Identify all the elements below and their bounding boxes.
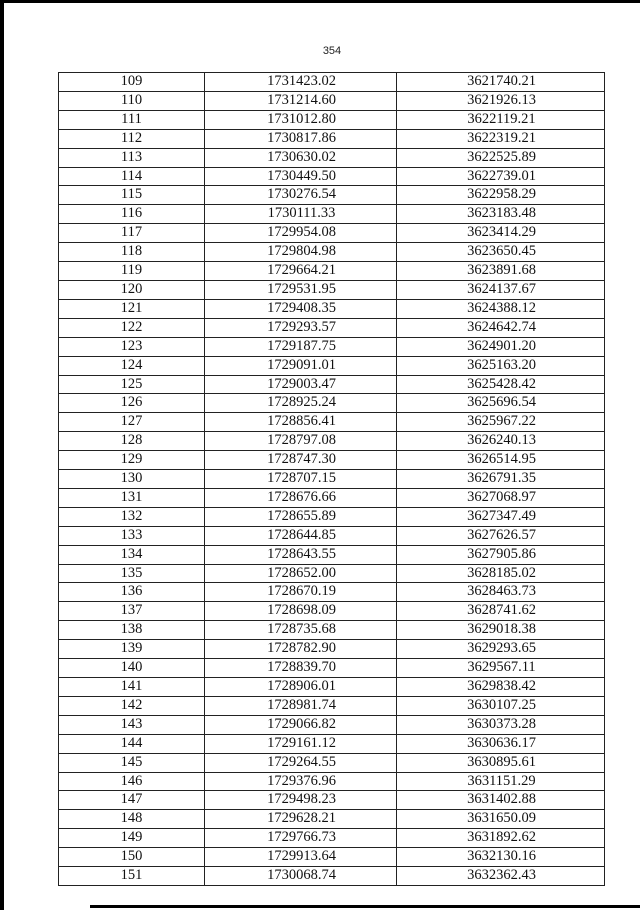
y-coordinate-cell: 3624901.20 bbox=[397, 337, 605, 356]
point-number-cell: 140 bbox=[59, 659, 205, 678]
y-coordinate-cell: 3622525.89 bbox=[397, 148, 605, 167]
table-row bbox=[59, 413, 605, 432]
x-coordinate-cell: 1729628.21 bbox=[205, 810, 397, 829]
y-coordinate-cell: 3622739.01 bbox=[397, 167, 605, 186]
y-coordinate-cell: 3632362.43 bbox=[397, 867, 605, 886]
y-coordinate-cell: 3631151.29 bbox=[397, 772, 605, 791]
table-row bbox=[59, 678, 605, 697]
table-row bbox=[59, 659, 605, 678]
table-row bbox=[59, 451, 605, 470]
point-number-cell: 117 bbox=[59, 224, 205, 243]
table-row bbox=[59, 848, 605, 867]
y-coordinate-cell: 3631892.62 bbox=[397, 829, 605, 848]
point-number-cell: 120 bbox=[59, 280, 205, 299]
y-coordinate-cell: 3624388.12 bbox=[397, 299, 605, 318]
point-number-cell: 128 bbox=[59, 432, 205, 451]
x-coordinate-cell: 1728644.85 bbox=[205, 526, 397, 545]
point-number-cell: 111 bbox=[59, 110, 205, 129]
x-coordinate-cell: 1729531.95 bbox=[205, 280, 397, 299]
y-coordinate-cell: 3622319.21 bbox=[397, 129, 605, 148]
point-number-cell: 151 bbox=[59, 867, 205, 886]
page-number: 354 bbox=[322, 45, 342, 57]
y-coordinate-cell: 3621740.21 bbox=[397, 73, 605, 92]
x-coordinate-cell: 1729954.08 bbox=[205, 224, 397, 243]
y-coordinate-cell: 3628463.73 bbox=[397, 583, 605, 602]
coordinates-table-body bbox=[59, 73, 605, 886]
x-coordinate-cell: 1730276.54 bbox=[205, 186, 397, 205]
table-row bbox=[59, 375, 605, 394]
x-coordinate-cell: 1729066.82 bbox=[205, 715, 397, 734]
point-number-cell: 119 bbox=[59, 262, 205, 281]
table-row bbox=[59, 280, 605, 299]
point-number-cell: 147 bbox=[59, 791, 205, 810]
x-coordinate-cell: 1728782.90 bbox=[205, 640, 397, 659]
point-number-cell: 109 bbox=[59, 73, 205, 92]
table-row bbox=[59, 205, 605, 224]
y-coordinate-cell: 3626240.13 bbox=[397, 432, 605, 451]
table-row bbox=[59, 507, 605, 526]
table-row bbox=[59, 470, 605, 489]
y-coordinate-cell: 3627347.49 bbox=[397, 507, 605, 526]
point-number-cell: 142 bbox=[59, 696, 205, 715]
y-coordinate-cell: 3627905.86 bbox=[397, 545, 605, 564]
point-number-cell: 138 bbox=[59, 621, 205, 640]
table-row bbox=[59, 545, 605, 564]
x-coordinate-cell: 1731423.02 bbox=[205, 73, 397, 92]
point-number-cell: 122 bbox=[59, 318, 205, 337]
y-coordinate-cell: 3629838.42 bbox=[397, 678, 605, 697]
x-coordinate-cell: 1728906.01 bbox=[205, 678, 397, 697]
point-number-cell: 135 bbox=[59, 564, 205, 583]
table-row bbox=[59, 110, 605, 129]
table-row bbox=[59, 488, 605, 507]
point-number-cell: 112 bbox=[59, 129, 205, 148]
table-row bbox=[59, 734, 605, 753]
point-number-cell: 134 bbox=[59, 545, 205, 564]
x-coordinate-cell: 1730630.02 bbox=[205, 148, 397, 167]
point-number-cell: 126 bbox=[59, 394, 205, 413]
y-coordinate-cell: 3630373.28 bbox=[397, 715, 605, 734]
table-row bbox=[59, 394, 605, 413]
table-row bbox=[59, 337, 605, 356]
y-coordinate-cell: 3625696.54 bbox=[397, 394, 605, 413]
y-coordinate-cell: 3621926.13 bbox=[397, 91, 605, 110]
x-coordinate-cell: 1728652.00 bbox=[205, 564, 397, 583]
x-coordinate-cell: 1729091.01 bbox=[205, 356, 397, 375]
point-number-cell: 110 bbox=[59, 91, 205, 110]
point-number-cell: 136 bbox=[59, 583, 205, 602]
y-coordinate-cell: 3626791.35 bbox=[397, 470, 605, 489]
point-number-cell: 113 bbox=[59, 148, 205, 167]
point-number-cell: 116 bbox=[59, 205, 205, 224]
point-number-cell: 144 bbox=[59, 734, 205, 753]
point-number-cell: 143 bbox=[59, 715, 205, 734]
y-coordinate-cell: 3622119.21 bbox=[397, 110, 605, 129]
table-row bbox=[59, 243, 605, 262]
x-coordinate-cell: 1728655.89 bbox=[205, 507, 397, 526]
point-number-cell: 139 bbox=[59, 640, 205, 659]
table-row bbox=[59, 715, 605, 734]
y-coordinate-cell: 3626514.95 bbox=[397, 451, 605, 470]
coordinates-table bbox=[58, 72, 605, 886]
scan-border-left bbox=[0, 0, 4, 910]
x-coordinate-cell: 1731214.60 bbox=[205, 91, 397, 110]
x-coordinate-cell: 1729003.47 bbox=[205, 375, 397, 394]
table-row bbox=[59, 772, 605, 791]
x-coordinate-cell: 1728670.19 bbox=[205, 583, 397, 602]
x-coordinate-cell: 1729161.12 bbox=[205, 734, 397, 753]
point-number-cell: 121 bbox=[59, 299, 205, 318]
table-row bbox=[59, 148, 605, 167]
x-coordinate-cell: 1729766.73 bbox=[205, 829, 397, 848]
y-coordinate-cell: 3632130.16 bbox=[397, 848, 605, 867]
x-coordinate-cell: 1728797.08 bbox=[205, 432, 397, 451]
y-coordinate-cell: 3628185.02 bbox=[397, 564, 605, 583]
y-coordinate-cell: 3631402.88 bbox=[397, 791, 605, 810]
x-coordinate-cell: 1728707.15 bbox=[205, 470, 397, 489]
y-coordinate-cell: 3624642.74 bbox=[397, 318, 605, 337]
scan-border-top bbox=[0, 0, 640, 3]
table-row bbox=[59, 167, 605, 186]
y-coordinate-cell: 3628741.62 bbox=[397, 602, 605, 621]
x-coordinate-cell: 1728643.55 bbox=[205, 545, 397, 564]
y-coordinate-cell: 3627068.97 bbox=[397, 488, 605, 507]
y-coordinate-cell: 3623183.48 bbox=[397, 205, 605, 224]
table-row bbox=[59, 867, 605, 886]
coordinates-table-container bbox=[58, 72, 604, 886]
table-row bbox=[59, 829, 605, 848]
x-coordinate-cell: 1729913.64 bbox=[205, 848, 397, 867]
x-coordinate-cell: 1729498.23 bbox=[205, 791, 397, 810]
scan-border-bottom bbox=[90, 905, 640, 908]
point-number-cell: 114 bbox=[59, 167, 205, 186]
x-coordinate-cell: 1730111.33 bbox=[205, 205, 397, 224]
y-coordinate-cell: 3629018.38 bbox=[397, 621, 605, 640]
x-coordinate-cell: 1728839.70 bbox=[205, 659, 397, 678]
y-coordinate-cell: 3630107.25 bbox=[397, 696, 605, 715]
point-number-cell: 132 bbox=[59, 507, 205, 526]
y-coordinate-cell: 3623891.68 bbox=[397, 262, 605, 281]
point-number-cell: 146 bbox=[59, 772, 205, 791]
point-number-cell: 145 bbox=[59, 753, 205, 772]
y-coordinate-cell: 3629567.11 bbox=[397, 659, 605, 678]
point-number-cell: 150 bbox=[59, 848, 205, 867]
table-row bbox=[59, 583, 605, 602]
point-number-cell: 148 bbox=[59, 810, 205, 829]
y-coordinate-cell: 3623650.45 bbox=[397, 243, 605, 262]
table-row bbox=[59, 753, 605, 772]
table-row bbox=[59, 262, 605, 281]
y-coordinate-cell: 3624137.67 bbox=[397, 280, 605, 299]
table-row bbox=[59, 318, 605, 337]
y-coordinate-cell: 3629293.65 bbox=[397, 640, 605, 659]
table-row bbox=[59, 791, 605, 810]
point-number-cell: 127 bbox=[59, 413, 205, 432]
y-coordinate-cell: 3630895.61 bbox=[397, 753, 605, 772]
point-number-cell: 129 bbox=[59, 451, 205, 470]
point-number-cell: 149 bbox=[59, 829, 205, 848]
table-row bbox=[59, 696, 605, 715]
table-row bbox=[59, 526, 605, 545]
point-number-cell: 133 bbox=[59, 526, 205, 545]
x-coordinate-cell: 1729376.96 bbox=[205, 772, 397, 791]
x-coordinate-cell: 1729804.98 bbox=[205, 243, 397, 262]
table-row bbox=[59, 810, 605, 829]
table-row bbox=[59, 186, 605, 205]
x-coordinate-cell: 1730817.86 bbox=[205, 129, 397, 148]
table-row bbox=[59, 299, 605, 318]
x-coordinate-cell: 1730068.74 bbox=[205, 867, 397, 886]
y-coordinate-cell: 3625967.22 bbox=[397, 413, 605, 432]
point-number-cell: 137 bbox=[59, 602, 205, 621]
y-coordinate-cell: 3625428.42 bbox=[397, 375, 605, 394]
y-coordinate-cell: 3631650.09 bbox=[397, 810, 605, 829]
point-number-cell: 141 bbox=[59, 678, 205, 697]
point-number-cell: 123 bbox=[59, 337, 205, 356]
y-coordinate-cell: 3625163.20 bbox=[397, 356, 605, 375]
x-coordinate-cell: 1729408.35 bbox=[205, 299, 397, 318]
x-coordinate-cell: 1729187.75 bbox=[205, 337, 397, 356]
x-coordinate-cell: 1728698.09 bbox=[205, 602, 397, 621]
point-number-cell: 130 bbox=[59, 470, 205, 489]
table-row bbox=[59, 640, 605, 659]
y-coordinate-cell: 3630636.17 bbox=[397, 734, 605, 753]
y-coordinate-cell: 3627626.57 bbox=[397, 526, 605, 545]
point-number-cell: 115 bbox=[59, 186, 205, 205]
x-coordinate-cell: 1731012.80 bbox=[205, 110, 397, 129]
table-row bbox=[59, 224, 605, 243]
table-row bbox=[59, 129, 605, 148]
point-number-cell: 118 bbox=[59, 243, 205, 262]
table-row bbox=[59, 602, 605, 621]
x-coordinate-cell: 1728981.74 bbox=[205, 696, 397, 715]
x-coordinate-cell: 1728676.66 bbox=[205, 488, 397, 507]
x-coordinate-cell: 1728747.30 bbox=[205, 451, 397, 470]
point-number-cell: 131 bbox=[59, 488, 205, 507]
table-row bbox=[59, 432, 605, 451]
table-row bbox=[59, 356, 605, 375]
y-coordinate-cell: 3623414.29 bbox=[397, 224, 605, 243]
point-number-cell: 124 bbox=[59, 356, 205, 375]
x-coordinate-cell: 1729664.21 bbox=[205, 262, 397, 281]
x-coordinate-cell: 1728856.41 bbox=[205, 413, 397, 432]
x-coordinate-cell: 1729293.57 bbox=[205, 318, 397, 337]
point-number-cell: 125 bbox=[59, 375, 205, 394]
table-row bbox=[59, 621, 605, 640]
table-row bbox=[59, 564, 605, 583]
x-coordinate-cell: 1730449.50 bbox=[205, 167, 397, 186]
y-coordinate-cell: 3622958.29 bbox=[397, 186, 605, 205]
table-row bbox=[59, 73, 605, 92]
x-coordinate-cell: 1728925.24 bbox=[205, 394, 397, 413]
x-coordinate-cell: 1729264.55 bbox=[205, 753, 397, 772]
x-coordinate-cell: 1728735.68 bbox=[205, 621, 397, 640]
table-row bbox=[59, 91, 605, 110]
